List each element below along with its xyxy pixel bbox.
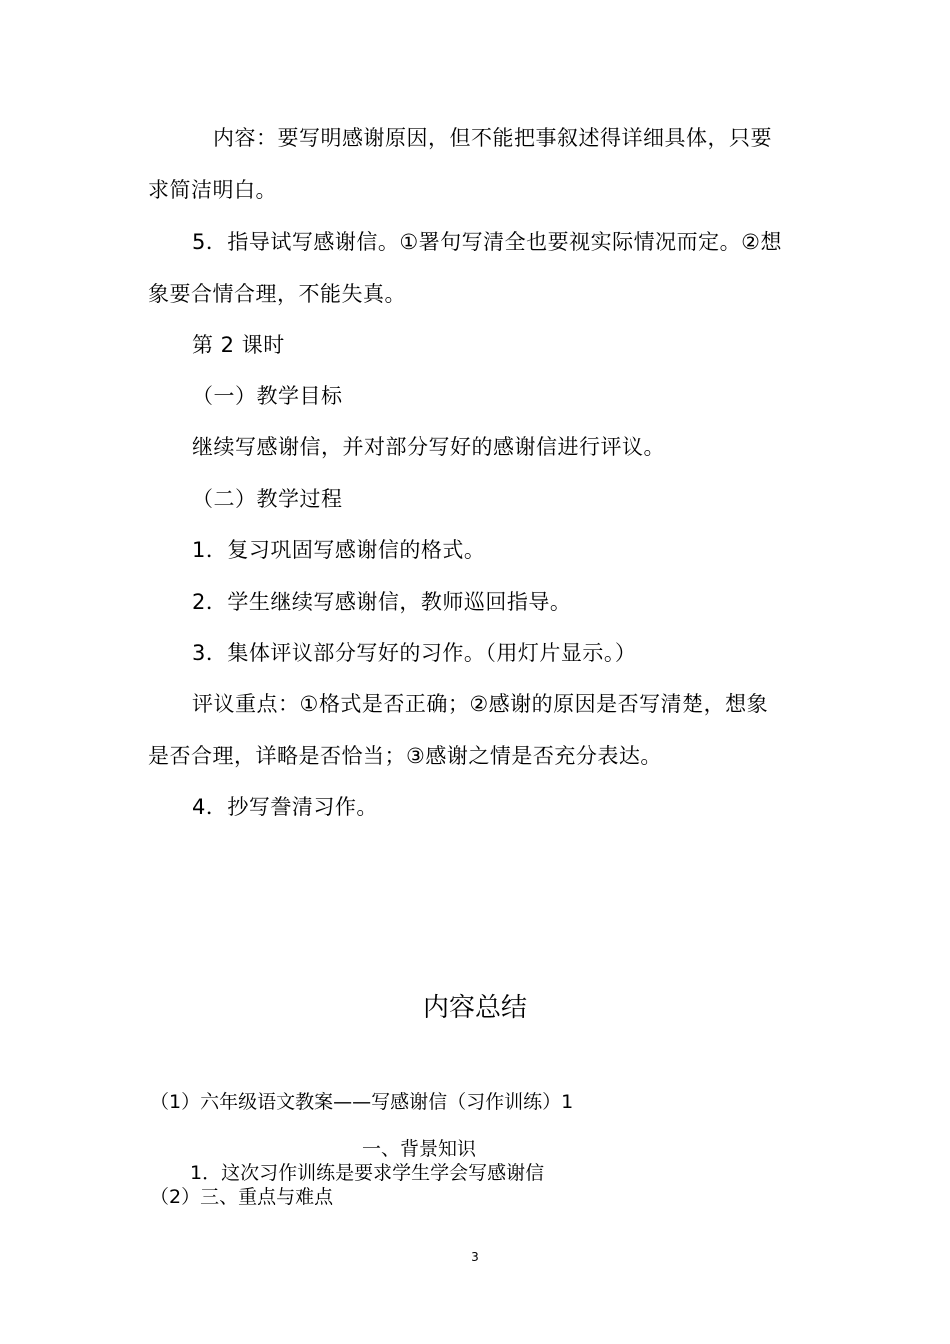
- summary-title: 内容总结: [422, 993, 527, 1023]
- summary-item-2: （2）三、重点与难点: [150, 1186, 334, 1208]
- process-heading: （二）教学过程: [192, 487, 343, 511]
- process-step-1: 1．复习巩固写感谢信的格式。: [192, 538, 486, 562]
- review-points-line-2: 是否合理，详略是否恰当；③感谢之情是否充分表达。: [148, 744, 662, 768]
- paragraph-content-line-2: 求简洁明白。: [148, 178, 277, 202]
- summary-item-1-subheading: 一、背景知识: [362, 1138, 477, 1160]
- goal-text: 继续写感谢信，并对部分写好的感谢信进行评议。: [192, 435, 665, 459]
- paragraph-step5-line-2: 象要合情合理，不能失真。: [148, 282, 406, 306]
- process-step-3: 3．集体评议部分写好的习作。（用灯片显示。）: [192, 641, 637, 665]
- process-step-2: 2．学生继续写感谢信，教师巡回指导。: [192, 590, 572, 614]
- lesson-2-heading: 第 2 课时: [192, 333, 285, 357]
- page-number: 3: [471, 1250, 479, 1264]
- paragraph-content-line-1: 内容：要写明感谢原因，但不能把事叙述得详细具体，只要: [213, 126, 772, 150]
- process-step-4: 4．抄写誊清习作。: [192, 795, 378, 819]
- goal-heading: （一）教学目标: [192, 384, 343, 408]
- paragraph-step5-line-1: 5．指导试写感谢信。①署句写清全也要视实际情况而定。②想: [192, 230, 783, 254]
- review-points-line-1: 评议重点：①格式是否正确；②感谢的原因是否写清楚，想象: [192, 692, 769, 716]
- summary-item-1-subtext: 1．这次习作训练是要求学生学会写感谢信: [190, 1162, 545, 1184]
- summary-item-1: （1）六年级语文教案——写感谢信（习作训练）1: [150, 1091, 574, 1113]
